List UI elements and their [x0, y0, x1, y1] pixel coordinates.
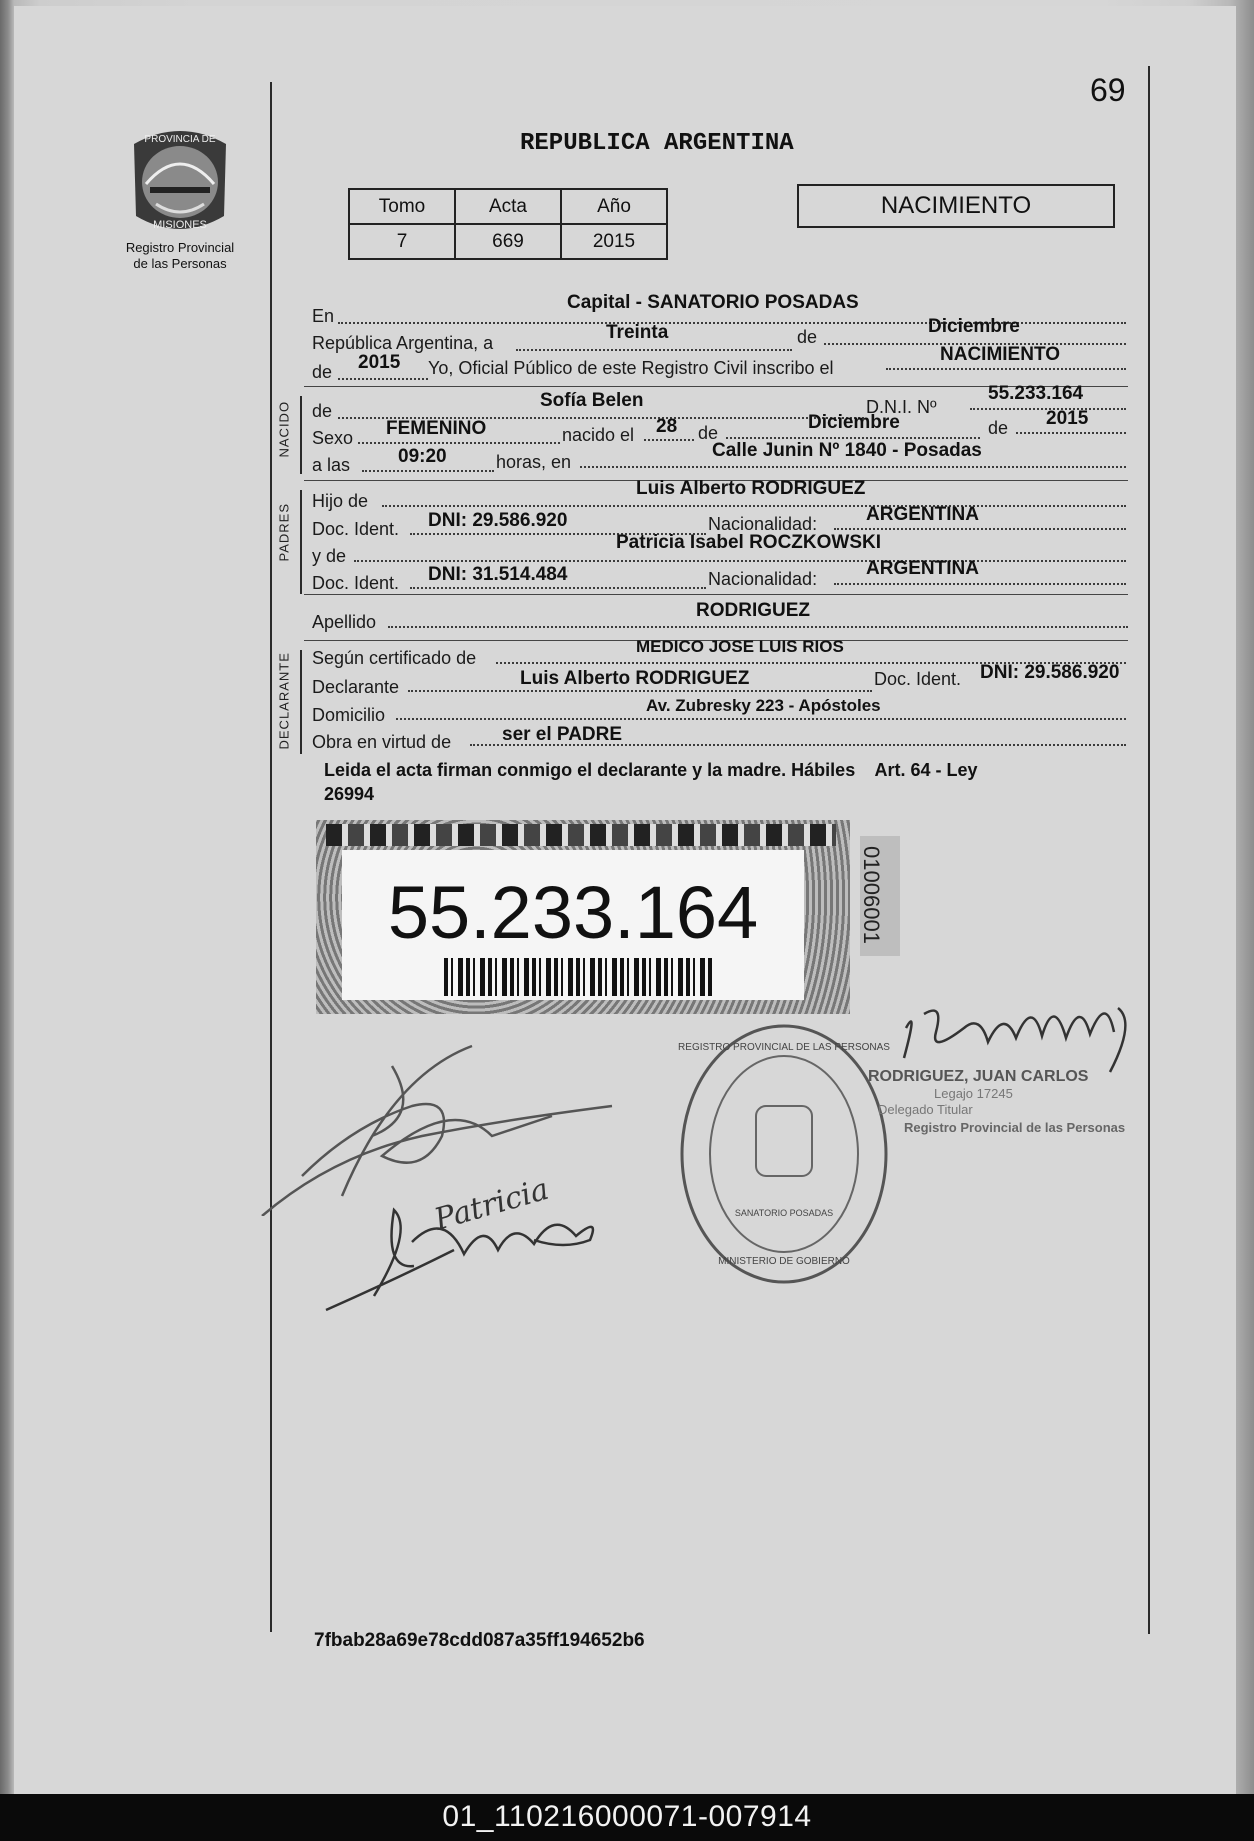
value-sexo: FEMENINO: [386, 418, 487, 439]
logo-org-line2: de las Personas: [133, 256, 227, 271]
dots-apellido: [388, 626, 1128, 628]
misiones-coat-of-arms-icon: [124, 124, 236, 240]
madre-signature-icon: [314, 1170, 614, 1318]
label-nacido-de: de: [312, 401, 333, 421]
label-obra: Obra en virtud de: [312, 732, 452, 752]
nota-line2: 26994: [324, 784, 375, 804]
label-declarante: Declarante: [312, 677, 400, 697]
label-de-anio-nac: de: [988, 418, 1009, 438]
barcode-icon: [444, 958, 714, 996]
seal-inner-text-1: SANATORIO POSADAS: [734, 1208, 834, 1218]
sticker-dni-number: 55.233.164: [387, 871, 759, 954]
section-label-declarante: DECLARANTE: [276, 652, 292, 750]
section-label-nacido: NACIDO: [276, 400, 292, 458]
divider-apellido: [304, 594, 1128, 595]
value-dia-nac: 28: [656, 416, 678, 437]
dots-inscribo: [886, 368, 1126, 370]
value-nac-padre: ARGENTINA: [866, 504, 979, 525]
label-dni: D.N.I. Nº: [866, 397, 937, 417]
label-de-mes-nac: de: [698, 423, 719, 443]
value-doc-declarante: DNI: 29.586.920: [980, 662, 1120, 683]
dots-dia-nac: [644, 439, 694, 441]
label-horas-en: horas, en: [496, 452, 572, 472]
value-hora: 09:20: [398, 446, 447, 467]
dots-padre: [382, 505, 1126, 507]
value-nombre: Sofía Belen: [540, 390, 644, 411]
table-header-tomo: Tomo: [349, 189, 455, 224]
value-lugar-inscripcion: Capital - SANATORIO POSADAS: [567, 292, 859, 313]
record-type-box: NACIMIENTO: [797, 184, 1115, 228]
officer-org: Registro Provincial de las Personas: [904, 1120, 1126, 1135]
value-anio-nac: 2015: [1046, 408, 1089, 429]
dots-doc-madre: [410, 587, 706, 589]
value-doc-padre: DNI: 29.586.920: [428, 510, 568, 531]
label-certificado: Según certificado de: [312, 648, 477, 668]
official-seal-icon: [676, 1018, 892, 1290]
label-apellido: Apellido: [312, 612, 377, 632]
dots-anio: [338, 378, 428, 380]
declarante-bracket: [300, 650, 302, 754]
seal-inner-text-2: MINISTERIO DE GOBIERNO: [718, 1256, 850, 1267]
dots-sexo: [358, 442, 560, 444]
dots-dia: [516, 349, 792, 351]
label-en: En: [312, 306, 335, 326]
sticker-label: [342, 850, 804, 1000]
dots-madre: [354, 560, 1126, 562]
logo-bottom-text: MISIONES: [153, 219, 207, 231]
value-certificado: MEDICO JOSE LUIS RIOS: [636, 637, 844, 656]
value-padre: Luis Alberto RODRIGUEZ: [636, 478, 866, 499]
value-dni: 55.233.164: [988, 383, 1084, 404]
label-y-de: y de: [312, 546, 347, 566]
label-nac-padre: Nacionalidad:: [708, 514, 818, 534]
label-nacido-el: nacido el: [562, 425, 635, 445]
value-domicilio: Av. Zubresky 223 - Apóstoles: [646, 696, 881, 715]
value-anio-acta: 2015: [358, 352, 401, 373]
padres-bracket: [300, 490, 302, 594]
logo-top-text: PROVINCIA DE: [144, 134, 216, 145]
logo-org-line1: Registro Provincial: [125, 240, 235, 255]
value-nac-madre: ARGENTINA: [866, 558, 979, 579]
label-republica: República Argentina, a: [312, 333, 494, 353]
dots-nac-padre: [834, 528, 1126, 530]
label-oficial-publico: Yo, Oficial Público de este Registro Civil inscribo el: [428, 358, 834, 378]
label-a-las: a las: [312, 455, 351, 475]
value-declarante: Luis Alberto RODRIGUEZ: [520, 668, 750, 689]
officer-signature-icon: [884, 988, 1152, 1084]
officer-legajo: Legajo 17245: [934, 1086, 1013, 1101]
sticker-side-code: 01006001: [858, 846, 884, 944]
value-madre: Patricia Isabel ROCZKOWSKI: [616, 532, 882, 553]
sticker-side-code-box: [860, 836, 900, 956]
label-hijo-de: Hijo de: [312, 491, 369, 511]
dots-hora: [362, 470, 494, 472]
officer-cargo: Delegado Titular: [878, 1102, 973, 1117]
dni-sticker: [316, 820, 850, 1014]
nacido-bracket: [300, 396, 302, 474]
dots-lugar-nac: [580, 466, 1126, 468]
dots-nac-madre: [834, 583, 1126, 585]
sticker-security-band: [326, 824, 836, 846]
tomo-acta-ano-table: [348, 188, 668, 260]
madre-signature-text: Patricia: [430, 1171, 553, 1238]
table-value-tomo: 7: [349, 224, 455, 259]
nota-line1: Leida el acta firman conmigo el declarante y la madre. Hábiles Art. 64 - Ley: [324, 760, 978, 780]
dots-mes-nac: [726, 437, 980, 439]
label-nac-madre: Nacionalidad:: [708, 569, 818, 589]
dots-declarante: [408, 690, 872, 692]
footer-code: 01_110216000071-007914: [442, 1800, 812, 1833]
table-header-acta: Acta: [455, 189, 561, 224]
value-inscribo: NACIMIENTO: [940, 344, 1060, 365]
dots-domicilio: [396, 718, 1126, 720]
page-number: 69: [1090, 72, 1126, 108]
label-domicilio: Domicilio: [312, 705, 386, 725]
label-doc-padre: Doc. Ident.: [312, 519, 400, 539]
left-margin-line: [270, 82, 272, 1632]
label-de-anio: de: [312, 362, 333, 382]
right-margin-line: [1148, 66, 1150, 1634]
value-mes: Diciembre: [928, 316, 1020, 337]
value-obra: ser el PADRE: [502, 724, 623, 745]
section-label-padres: PADRES: [276, 503, 292, 562]
officer-name: RODRIGUEZ, JUAN CARLOS: [868, 1068, 1089, 1085]
document-hash: 7fbab28a69e78cdd087a35ff194652b6: [314, 1630, 645, 1651]
table-value-ano: 2015: [561, 224, 667, 259]
value-doc-madre: DNI: 31.514.484: [428, 564, 568, 585]
value-mes-nac: Diciembre: [808, 412, 900, 433]
table-value-acta: 669: [455, 224, 561, 259]
seal-ring-text: REGISTRO PROVINCIAL DE LAS PERSONAS: [678, 1042, 890, 1053]
label-doc-declarante: Doc. Ident.: [874, 669, 962, 689]
label-doc-madre: Doc. Ident.: [312, 573, 400, 593]
label-de-mes: de: [797, 327, 818, 347]
label-sexo: Sexo: [312, 428, 354, 448]
document-title: REPUBLICA ARGENTINA: [520, 130, 794, 157]
value-lugar-nac: Calle Junin Nº 1840 - Posadas: [712, 440, 982, 461]
value-apellido: RODRIGUEZ: [696, 600, 810, 621]
table-header-ano: Año: [561, 189, 667, 224]
value-dia: Treinta: [606, 322, 669, 343]
dots-anio-nac: [1016, 432, 1126, 434]
